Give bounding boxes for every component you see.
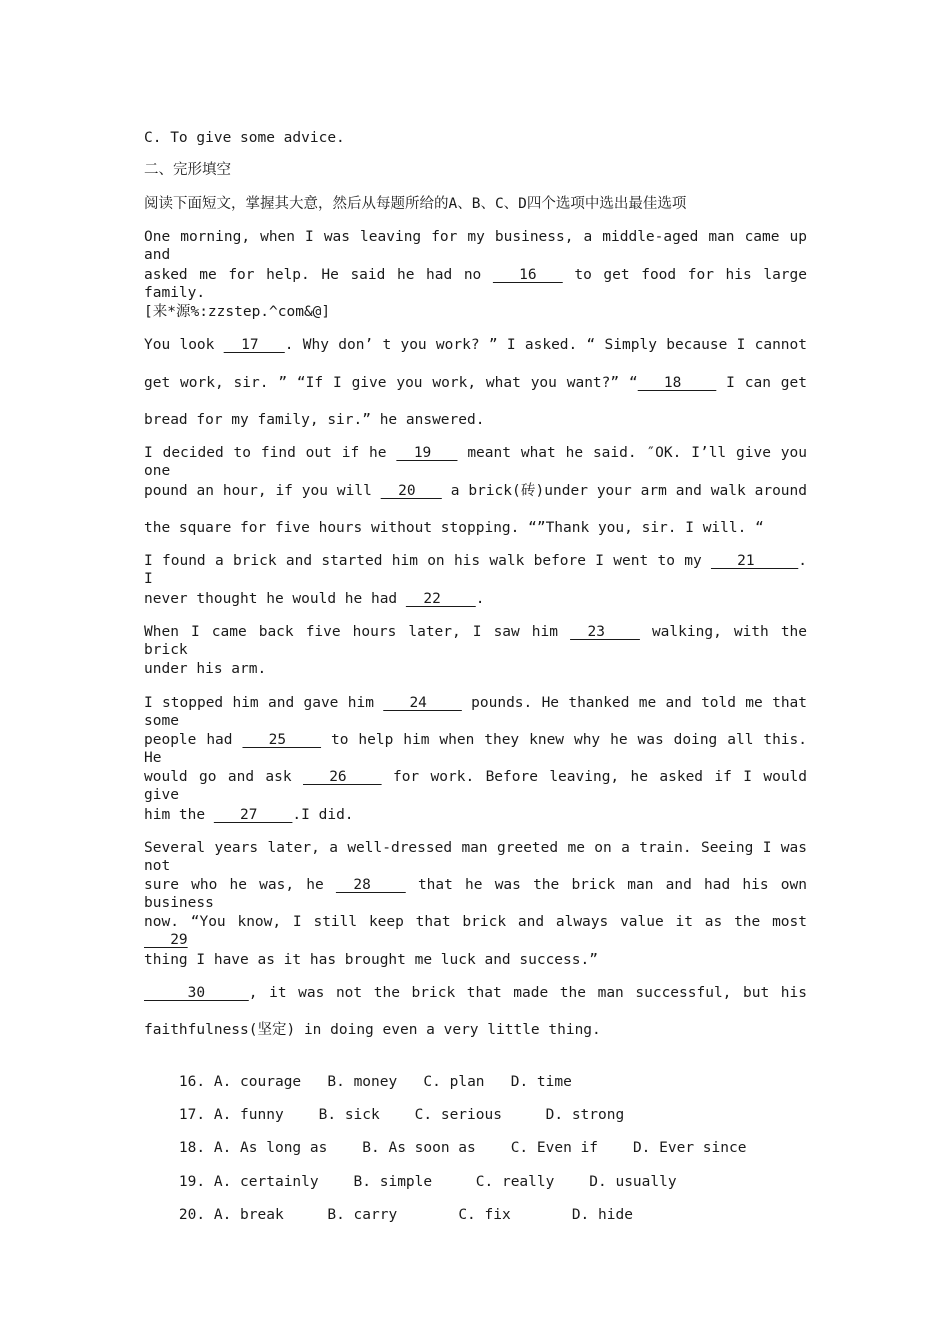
passage-line: get work, sir. ” “If I give you work, what you want?” “ 18 I can get [144,375,807,391]
option-d[interactable]: D. strong [545,1107,625,1123]
blank-30[interactable]: 30 [144,985,249,1001]
option-b[interactable]: B. money [327,1074,398,1090]
passage-line: bread for my family, sir.” he answered. [144,412,485,428]
question-16: 16. A. courage B. money C. plan D. time [178,1074,572,1090]
passage-line: would go and ask 26 for work. Before leaving, he asked if I would give [144,769,807,803]
instruction: 阅读下面短文，掌握其大意，然后从每题所给的A、B、C、D四个选项中选出最佳选项 [144,196,687,212]
blank-25[interactable]: 25 [242,732,322,748]
passage-line: 30 , it was not the brick that made the man successful, but his [144,985,807,1001]
top-option: C. To give some advice. [144,130,345,146]
passage-line: sure who he was, he 28 that he was the brick man and had his own business [144,877,807,911]
option-c[interactable]: C. serious [414,1107,502,1123]
passage-line: now. “You know, I still keep that brick and always value it as the most 29 [144,914,807,948]
passage-line: him the 27 .I did. [144,807,354,823]
passage-line: under his arm. [144,661,267,677]
option-a[interactable]: A. courage [213,1074,302,1090]
passage-line: When I came back five hours later, I saw him 23 walking, with the brick [144,624,807,658]
blank-18[interactable]: 18 [637,375,717,391]
question-20: 20. A. break B. carry C. fix D. hide [178,1207,633,1223]
option-c[interactable]: C. Even if [510,1140,599,1156]
blank-21[interactable]: 21 [710,553,799,569]
question-19: 19. A. certainly B. simple C. really D. usually [178,1174,677,1190]
option-b[interactable]: B. sick [318,1107,380,1123]
passage-line: I stopped him and gave him 24 pounds. He thanked me and told me that some [144,695,807,729]
passage-line: people had 25 to help him when they knew why he was doing all this. He [144,732,807,766]
option-a[interactable]: A. funny [213,1107,284,1123]
passage-line: pound an hour, if you will 20 a brick(砖)under your arm and walk around [144,483,807,499]
option-a[interactable]: A. As long as [213,1140,328,1156]
passage-line: faithfulness(坚定) in doing even a very little thing. [144,1022,601,1038]
blank-20[interactable]: 20 [380,483,442,499]
section-title: 二、完形填空 [144,162,231,178]
blank-16[interactable]: 16 [492,267,563,283]
passage-line: I found a brick and started him on his walk before I went to my 21 . I [144,553,807,587]
option-a[interactable]: A. break [213,1207,284,1223]
blank-17[interactable]: 17 [223,337,285,353]
blank-27[interactable]: 27 [213,807,293,823]
passage-line: One morning, when I was leaving for my business, a middle-aged man came up and [144,229,807,263]
passage-line: the square for five hours without stopping. “”Thank you, sir. I will. “ [144,520,764,536]
blank-19[interactable]: 19 [396,445,458,461]
blank-22[interactable]: 22 [405,591,476,607]
option-d[interactable]: D. time [510,1074,572,1090]
option-c[interactable]: C. plan [423,1074,485,1090]
question-17: 17. A. funny B. sick C. serious D. strong [178,1107,625,1123]
passage-line: never thought he would he had 22 . [144,591,485,607]
passage-line: asked me for help. He said he had no 16 to get food for his large family. [144,267,807,301]
option-d[interactable]: D. usually [589,1174,677,1190]
blank-29[interactable]: 29 [144,932,188,948]
question-18: 18. A. As long as B. As soon as C. Even if D. Ever since [178,1140,747,1156]
blank-26[interactable]: 26 [303,769,382,785]
source-watermark: [来*源%:zzstep.^com&@] [144,304,331,320]
option-b[interactable]: B. As soon as [362,1140,476,1156]
option-d[interactable]: D. Ever since [632,1140,747,1156]
passage-line: I decided to find out if he 19 meant what he said. ″OK. I’ll give you one [144,445,807,479]
passage-line: thing I have as it has brought me luck and success.” [144,952,598,968]
passage-line: Several years later, a well-dressed man greeted me on a train. Seeing I was not [144,840,807,874]
option-a[interactable]: A. certainly [213,1174,319,1190]
passage-line: You look 17 . Why don’ t you work? ” I asked. “ Simply because I cannot [144,337,807,353]
option-c[interactable]: C. really [475,1174,555,1190]
option-b[interactable]: B. simple [353,1174,433,1190]
blank-24[interactable]: 24 [383,695,462,711]
option-c[interactable]: C. fix [458,1207,511,1223]
blank-28[interactable]: 28 [335,877,406,893]
option-b[interactable]: B. carry [327,1207,398,1223]
option-d[interactable]: D. hide [571,1207,633,1223]
blank-23[interactable]: 23 [570,624,640,640]
